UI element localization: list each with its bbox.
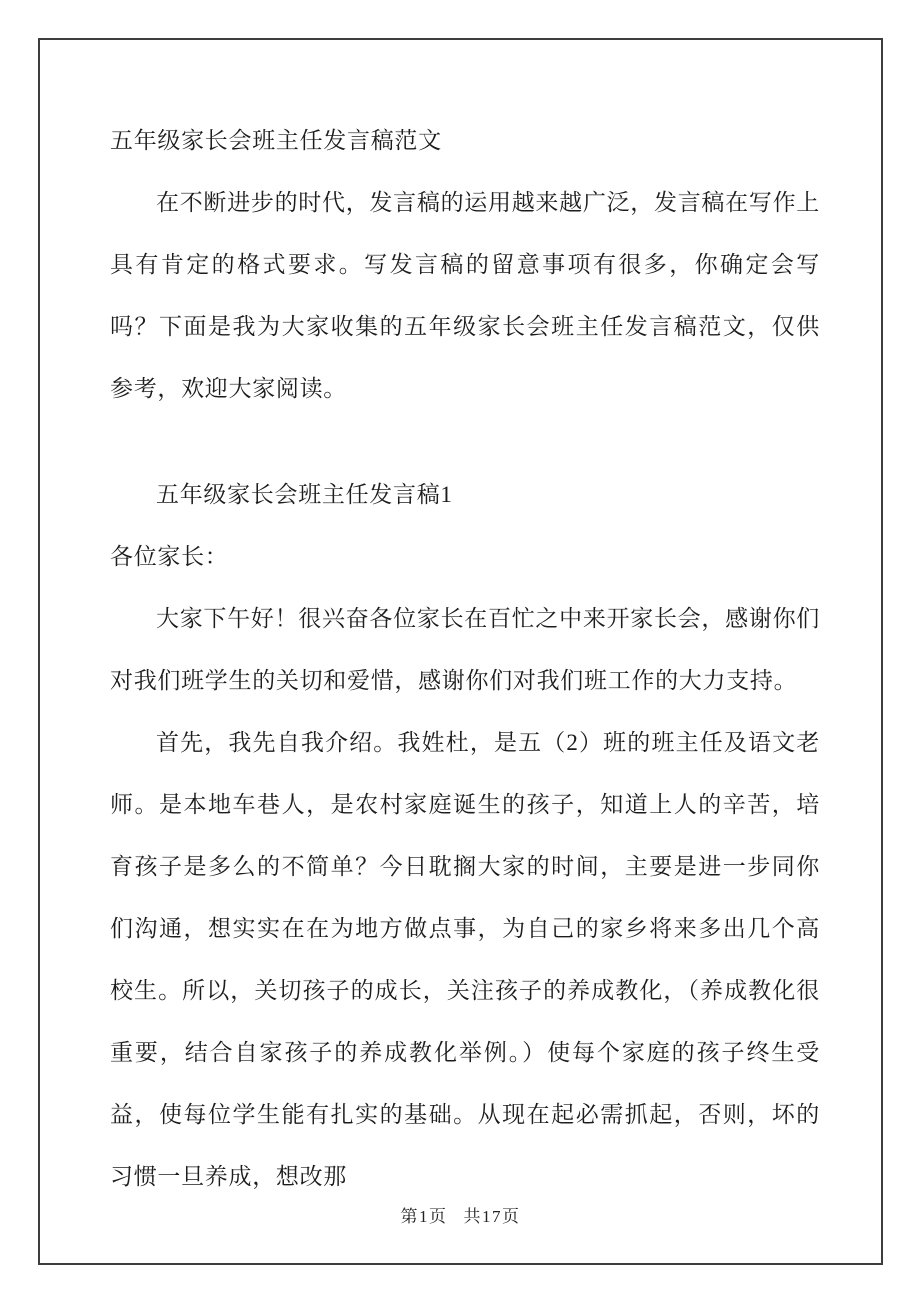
page-number: 第1页 xyxy=(400,1207,448,1226)
document-title-text: 五年级家长会班主任发言稿范文 xyxy=(110,128,442,153)
page-footer xyxy=(40,1202,881,1227)
paragraph-self-intro: 首先，我先自我介绍。我姓杜，是五（2）班的班主任及语文老师。是本地车巷人，是农村家庭诞生的孩子，知道上人的辛苦，培育孩子是多么的不简单？今日耽搁大家的时间，主要是进一步同你们沟通，想实实在在为地方做点事，为自己的家乡将来多出几个高校生。所以，关切孩子的成长，关注孩子的养成教化，（养成教化很重要，结合自家孩子的养成教化举例。）使每个家庭的孩子终生受益，使每位学生能有扎实的基础。从现在起必需抓起，否则，坏的习惯一旦养成，想改那 xyxy=(110,730,820,1189)
document-title xyxy=(110,110,820,172)
section-heading: 五年级家长会班主任发言稿1 xyxy=(156,482,453,507)
document-page xyxy=(38,38,883,1265)
paragraph-salutation: 各位家长： xyxy=(110,544,229,569)
document-content xyxy=(40,40,881,1208)
page-total: 共17页 xyxy=(463,1207,521,1226)
paragraph-greeting: 大家下午好！很兴奋各位家长在百忙之中来开家长会，感谢你们对我们班学生的关切和爱惜，感谢你们对我们班工作的大力支持。 xyxy=(110,606,820,693)
paragraph-intro: 在不断进步的时代，发言稿的运用越来越广泛，发言稿在写作上具有肯定的格式要求。写发言稿的留意事项有很多，你确定会写吗？下面是我为大家收集的五年级家长会班主任发言稿范文，仅供参考，欢迎大家阅读。 xyxy=(110,190,820,401)
